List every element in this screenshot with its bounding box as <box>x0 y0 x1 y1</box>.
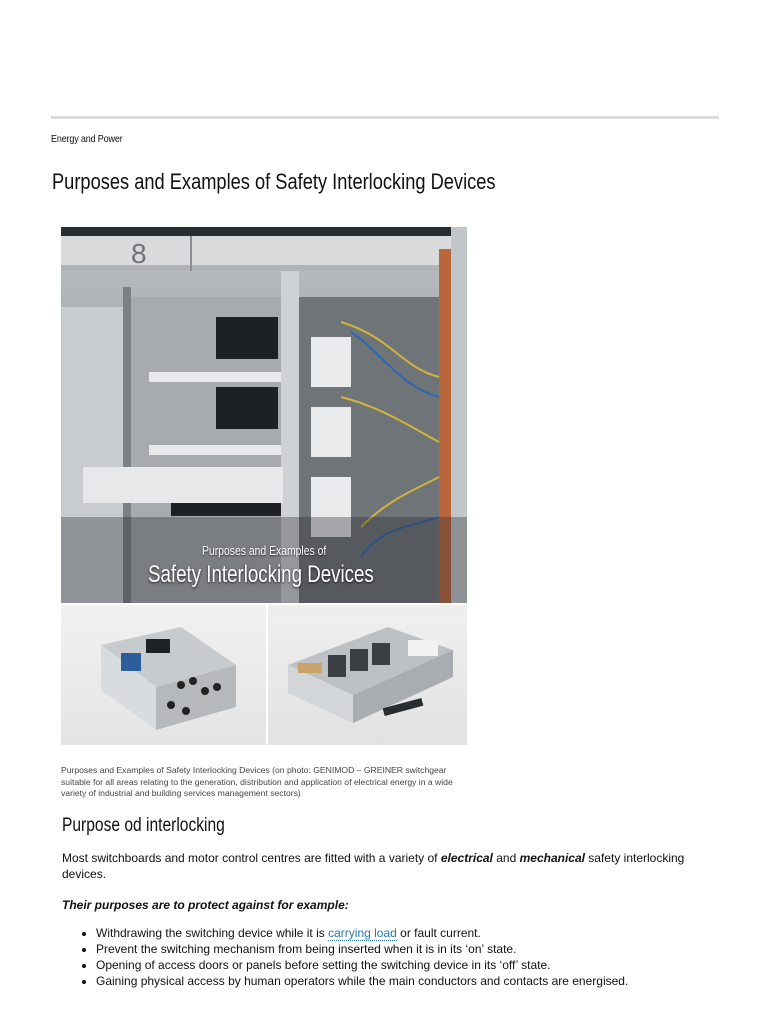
intro-emphasis-mechanical: mechanical <box>519 851 585 865</box>
intro-paragraph <box>62 851 722 882</box>
intro-emphasis-electrical: electrical <box>440 851 493 865</box>
header-divider <box>51 116 719 119</box>
switching-module-photo <box>268 605 467 745</box>
section-heading: Purpose od interlocking <box>62 815 225 836</box>
photo-overlay-subtitle: Purposes and Examples of <box>202 543 327 558</box>
intro-text-end: safety interlocking devices. <box>62 851 685 881</box>
list-item: • Gaining physical access by human operators while the main conductors and contacts are energised. <box>96 973 768 989</box>
carrying-load-link[interactable]: carrying load <box>328 926 397 940</box>
page-title: Purposes and Examples of Safety Interlocking Devices <box>52 169 496 194</box>
intro-text-start: Most switchboards and motor control centres are fitted with a variety of <box>62 851 441 865</box>
list-item: • Prevent the switching mechanism from being inserted when it is in its ‘on’ state. <box>96 941 768 957</box>
category-link[interactable]: Energy and Power <box>51 133 123 145</box>
drawer-unit-photo <box>61 605 266 745</box>
intro-text-mid: and <box>492 851 520 865</box>
photo-overlay-title: Safety Interlocking Devices <box>148 561 374 588</box>
article-figure <box>61 227 467 745</box>
purposes-lead: Their purposes are to protect against for example: <box>62 898 349 912</box>
list-item: • Opening of access doors or panels before setting the switching device in its ‘off’ state. <box>96 957 768 973</box>
cabinet-number: 8 <box>131 238 147 269</box>
bullet-text: Withdrawing the switching device while it is <box>96 926 329 940</box>
drawer-unit-illustration <box>61 605 266 745</box>
list-item <box>96 925 768 941</box>
purposes-list <box>62 925 768 989</box>
bullet-text: or fault current. <box>396 926 481 940</box>
switchgear-cabinet-photo <box>61 227 467 603</box>
switching-module-illustration <box>268 605 467 745</box>
figure-caption: Purposes and Examples of Safety Interlocking Devices (on photo: GENIMOD – GREINER switchgear suitable for all areas relating to the generation, distribution and application of electrical energy in a wide variety of industrial and building services management sectors) <box>61 765 453 799</box>
